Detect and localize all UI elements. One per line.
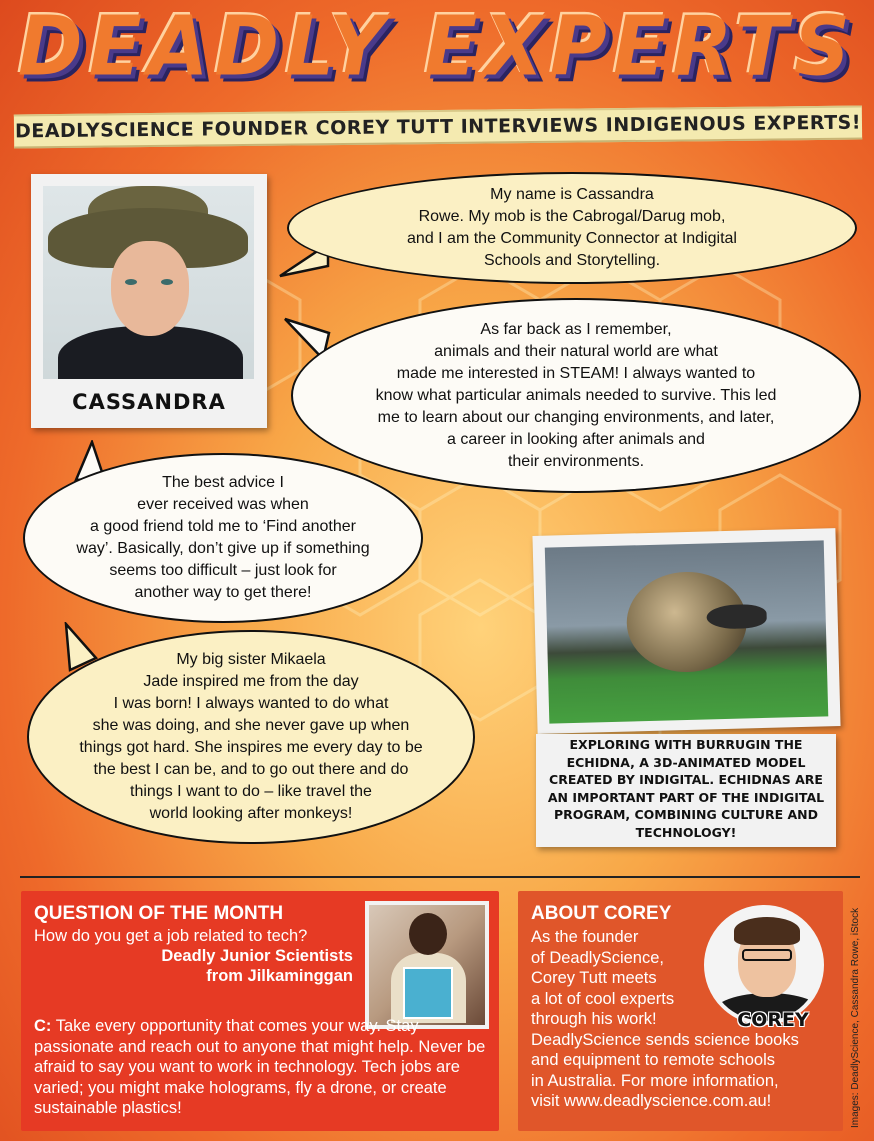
question-answer — [34, 1016, 494, 1119]
echidna-photo — [545, 540, 829, 723]
about-line: visit www.deadlyscience.com.au! — [531, 1092, 772, 1110]
image-credit: Images: DeadlyScience, Cassandra Rowe, iStock — [850, 907, 861, 1128]
about-line: through his work! — [531, 1010, 657, 1028]
question-heading: QUESTION OF THE MONTH — [34, 903, 284, 924]
echidna-caption: EXPLORING WITH BURRUGIN THE ECHIDNA, A 3D-ANIMATED MODEL CREATED BY INDIGITAL. ECHIDNAS ARE AN IMPORTANT PART OF THE INDIGITAL PROGRAM, COMBINING CULTURE AND TECHNOLOGY! — [536, 734, 836, 847]
about-line: As the founder — [531, 928, 639, 946]
speech-bubble-interest: As far back as I remember, animals and their natural world are what made me interested in STEAM! I always wanted to know what particular animals needed to survive. This led me to learn about our changing environments, and later, a career in looking after animals and their environments. — [291, 298, 861, 493]
profile-photo — [43, 186, 254, 379]
profile-polaroid — [31, 174, 267, 428]
about-line: a lot of cool experts — [531, 989, 675, 1008]
speech-bubble-advice: The best advice I ever received was when a good friend told me to ‘Find another way’. Basically, don’t give up if something seems too difficult – just look for another way to get there! — [23, 453, 423, 623]
answer-prefix: C: — [34, 1017, 52, 1035]
speech-bubble-intro: My name is Cassandra Rowe. My mob is the Cabrogal/Darug mob, and I am the Community Connector at Indigital Schools and Storytelling. — [287, 172, 857, 284]
page-title: DEADLY EXPERTS — [17, 0, 857, 95]
banner-text: DEADLYSCIENCE FOUNDER COREY TUTT INTERVIEWS INDIGENOUS EXPERTS! — [14, 111, 862, 143]
about-line: DeadlyScience sends science books — [531, 1030, 799, 1049]
corey-photo-label: COREY — [737, 1009, 809, 1031]
section-divider — [20, 876, 860, 878]
question-text: How do you get a job related to tech? — [34, 927, 308, 945]
answer-text: Take every opportunity that comes your way. Stay passionate and reach out to anyone that might help. Never be afraid to say you want to work in technology. Tech jobs are varied; you might make holograms, fly a drone, or create sustainable plastics! — [34, 1017, 486, 1117]
about-line: of DeadlyScience, — [531, 948, 664, 967]
about-line: and equipment to remote schools — [531, 1051, 775, 1069]
about-panel — [518, 891, 843, 1131]
speech-bubble-inspiration: My big sister Mikaela Jade inspired me from the day I was born! I always wanted to do what she was doing, and she never gave up when things got hard. She inspires me every day to be the best I can be, and to go out there and do things I want to do – like travel the world looking after monkeys! — [27, 630, 475, 844]
corey-photo — [704, 905, 824, 1025]
question-panel — [21, 891, 499, 1131]
question-photo — [365, 901, 489, 1029]
subtitle-banner — [14, 106, 862, 149]
profile-name-label: CASSANDRA — [72, 390, 226, 414]
about-line: in Australia. For more information, — [531, 1071, 779, 1090]
echidna-polaroid — [532, 528, 840, 734]
about-heading: ABOUT COREY — [531, 903, 672, 924]
about-line: Corey Tutt meets — [531, 969, 657, 987]
question-asker: Deadly Junior Scientists from Jilkaminggan — [161, 947, 353, 985]
